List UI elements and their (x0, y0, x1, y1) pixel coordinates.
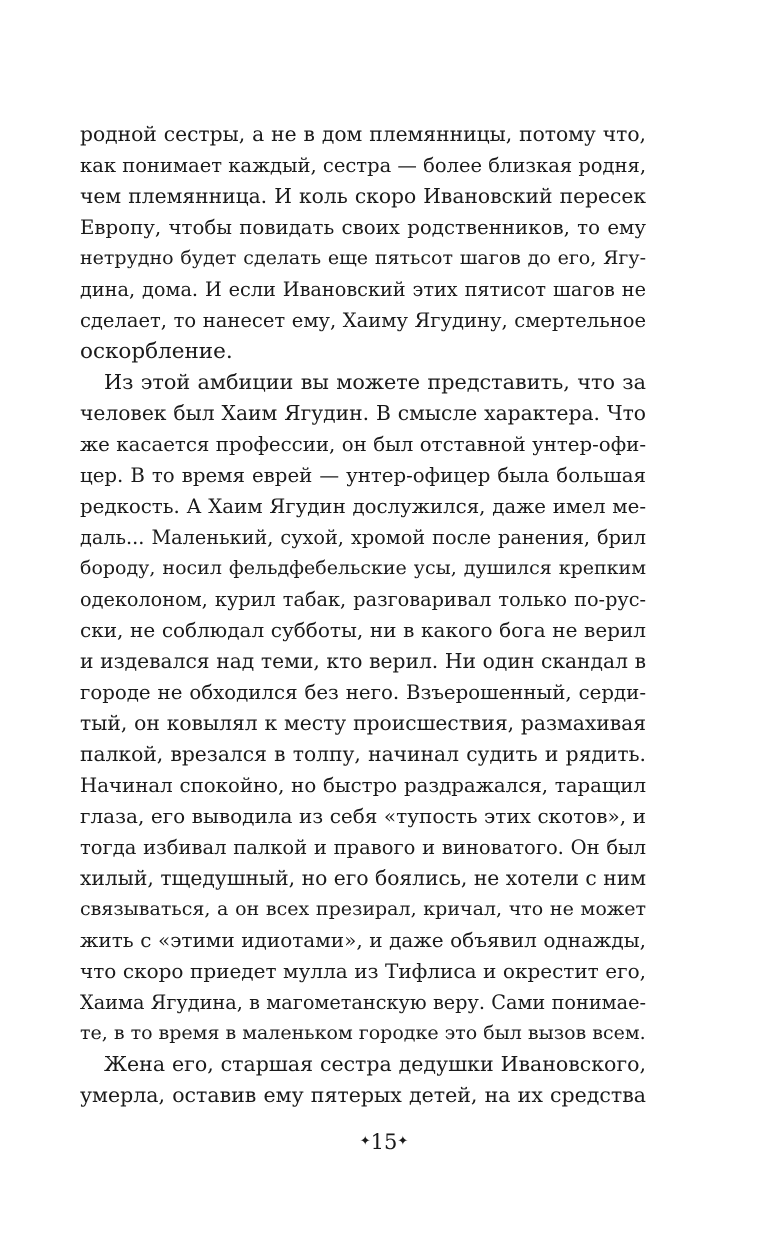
text-line: глаза, его выводила из себя «тупость этих скотов», и (80, 804, 646, 828)
text-line: тогда избивал палкой и правого и виноватого. Он был (80, 836, 646, 859)
text-line: родной сестры, а не в дом племянницы, потому что, (80, 122, 646, 146)
text-line: как понимает каждый, сестра — более близкая родня, (80, 154, 646, 177)
text-line: Жена его, старшая сестра дедушки Ивановского, (104, 1052, 646, 1076)
text-line: чем племянница. И коль скоро Ивановский пересек (80, 184, 646, 208)
text-line: дина, дома. И если Ивановский этих пятисот шагов не (80, 278, 646, 301)
text-line: хилый, тщедушный, но его боялись, не хотели с ним (80, 866, 646, 890)
text-line: цер. В то время еврей — унтер-офицер была большая (80, 464, 646, 487)
text-line: редкость. А Хаим Ягудин дослужился, даже имел ме- (80, 495, 646, 518)
text-line: что скоро приедет мулла из Тифлиса и окрестит его, (80, 959, 646, 983)
text-line: и издевался над теми, кто верил. Ни один скандал в (80, 649, 646, 673)
ornament-left-icon: ✦ (359, 1133, 371, 1149)
body-text (80, 119, 646, 1111)
text-line: тый, он ковылял к месту происшествия, размахивая (80, 711, 646, 735)
text-line: Из этой амбиции вы можете представить, что за (104, 370, 646, 394)
text-line: связываться, а он всех презирал, кричал, что не может (80, 898, 646, 920)
text-line: Хаима Ягудина, в магометанскую веру. Сами понимае- (80, 991, 646, 1014)
text-line: жить с «этими идиотами», и даже объявил однажды, (80, 928, 646, 952)
text-line: одеколоном, курил табак, разговаривал только по-рус- (80, 588, 646, 611)
page-footer (0, 1128, 768, 1158)
text-line: сделает, то нанесет ему, Хаиму Ягудину, смертельное (80, 309, 646, 332)
text-line: Европу, чтобы повидать своих родственников, то ему (80, 216, 646, 239)
text-line: Начинал спокойно, но быстро раздражался, таращил (80, 774, 646, 797)
text-line: городе не обходился без него. Взъерошенный, серди- (80, 681, 646, 704)
text-line: бороду, носил фельдфебельские усы, душился крепким (80, 557, 646, 579)
text-line: нетрудно будет сделать еще пятьсот шагов до его, Ягу- (80, 247, 646, 269)
text-line: те, в то время в маленьком городке это был вызов всем. (80, 1022, 646, 1044)
text-line: ски, не соблюдал субботы, ни в какого бога не верил (80, 618, 646, 642)
text-line: палкой, врезался в толпу, начинал судить и рядить. (80, 742, 646, 766)
ornament-right-icon: ✦ (397, 1133, 409, 1149)
text-line: же касается профессии, он был отставной унтер-офи- (80, 433, 646, 456)
page-number: 15 (370, 1130, 398, 1154)
text-line: умерла, оставив ему пятерых детей, на их средства (80, 1083, 646, 1107)
text-line: оскорбление. (80, 339, 233, 364)
text-line: даль... Маленький, сухой, хромой после ранения, брил (80, 526, 646, 549)
text-line: человек был Хаим Ягудин. В смысле характера. Что (80, 401, 646, 425)
